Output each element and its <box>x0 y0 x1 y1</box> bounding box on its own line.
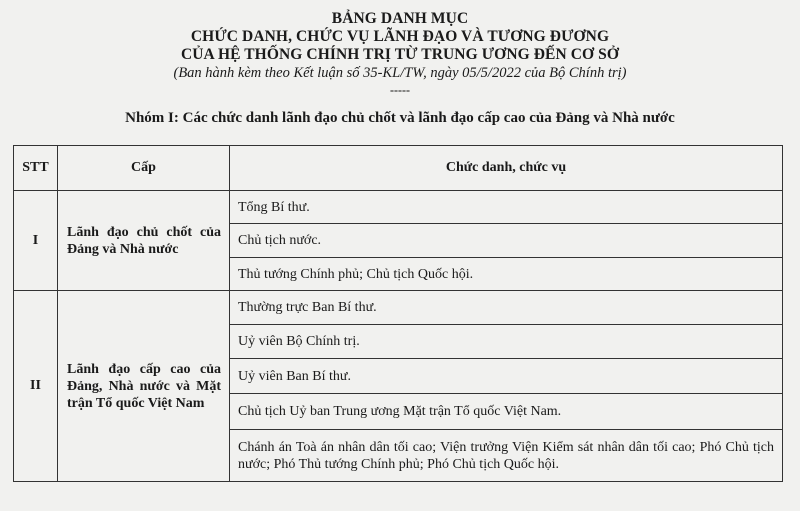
position-cell: Uỷ viên Bộ Chính trị. <box>230 325 783 359</box>
row-stt: I <box>14 191 58 291</box>
document-title-line-3: CỦA HỆ THỐNG CHÍNH TRỊ TỪ TRUNG ƯƠNG ĐẾN CƠ SỞ <box>180 46 620 63</box>
position-cell: Thường trực Ban Bí thư. <box>230 291 783 325</box>
header-cap: Cấp <box>58 146 230 191</box>
position-cell: Chánh án Toà án nhân dân tối cao; Viện trưởng Viện Kiểm sát nhân dân tối cao; Phó Chủ tịch nước; Phó Thủ tướng Chính phủ; Phó Chủ tịch Quốc hội. <box>230 430 783 482</box>
table-header-row <box>14 146 783 191</box>
positions-table <box>13 145 783 482</box>
row-cap: Lãnh đạo cấp cao của Đảng, Nhà nước và Mặt trận Tổ quốc Việt Nam <box>58 291 230 482</box>
table-row <box>14 191 783 224</box>
position-cell: Chủ tịch Uỷ ban Trung ương Mặt trận Tổ quốc Việt Nam. <box>230 394 783 430</box>
row-stt: II <box>14 291 58 482</box>
position-cell: Uỷ viên Ban Bí thư. <box>230 359 783 394</box>
separator: ----- <box>390 83 410 97</box>
header-chuc-danh: Chức danh, chức vụ <box>230 146 783 191</box>
position-cell: Thủ tướng Chính phủ; Chủ tịch Quốc hội. <box>230 258 783 291</box>
document-subtitle: (Ban hành kèm theo Kết luận số 35-KL/TW, ngày 05/5/2022 của Bộ Chính trị) <box>173 65 627 81</box>
document-title-line-2: CHỨC DANH, CHỨC VỤ LÃNH ĐẠO VÀ TƯƠNG ĐƯƠNG <box>190 28 610 45</box>
table-row <box>14 291 783 325</box>
position-cell: Chủ tịch nước. <box>230 224 783 258</box>
header-stt: STT <box>14 146 58 191</box>
row-cap: Lãnh đạo chủ chốt của Đảng và Nhà nước <box>58 191 230 291</box>
document-title: BẢNG DANH MỤC <box>331 10 469 27</box>
document-header <box>0 10 800 97</box>
position-cell: Tổng Bí thư. <box>230 191 783 224</box>
group-title: Nhóm I: Các chức danh lãnh đạo chủ chốt và lãnh đạo cấp cao của Đảng và Nhà nước <box>125 110 675 126</box>
